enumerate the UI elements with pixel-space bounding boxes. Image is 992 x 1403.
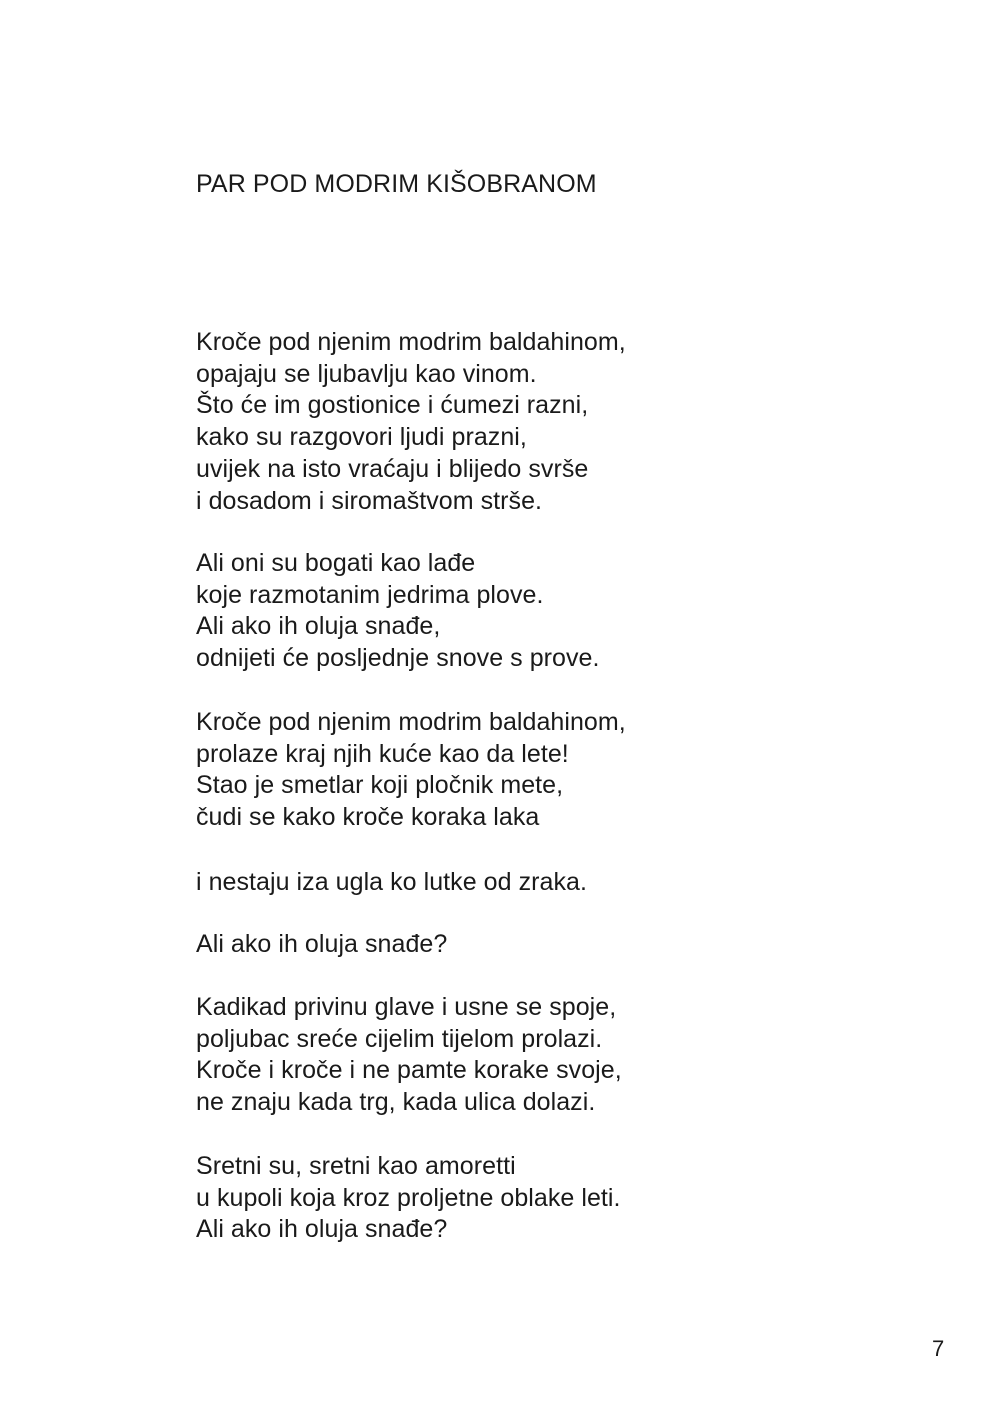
poem-line: opajaju se ljubavlju kao vinom.	[196, 359, 537, 388]
poem-line: poljubac sreće cijelim tijelom prolazi.	[196, 1024, 603, 1053]
poem-line: Ali ako ih oluja snađe?	[196, 930, 448, 958]
poem-line: Ali oni su bogati kao lađe	[196, 549, 476, 577]
stanza-1	[196, 327, 626, 517]
poem-line: Stao je smetlar koji pločnik mete,	[196, 771, 564, 800]
stanza-6	[196, 992, 622, 1119]
poem-line: Što će im gostionice i ćumezi razni,	[196, 391, 589, 420]
poem-line: ne znaju kada trg, kada ulica dolazi.	[196, 1088, 596, 1117]
poem-line: Kroče pod njenim modrim baldahinom,	[196, 328, 626, 356]
poem-title: PAR POD MODRIM KIŠOBRANOM	[196, 170, 597, 198]
poem-line: Kroče pod njenim modrim baldahinom,	[196, 708, 626, 736]
stanza-4	[196, 867, 587, 899]
poem-line: koje razmotanim jedrima plove.	[196, 580, 544, 609]
poem-line: uvijek na isto vraćaju i blijedo svrše	[196, 454, 589, 483]
page-number: 7	[932, 1336, 945, 1361]
stanza-7	[196, 1151, 621, 1246]
poem-line: Ali ako ih oluja snađe?	[196, 1215, 448, 1244]
poem-line: odnijeti će posljednje snove s prove.	[196, 644, 600, 673]
poem-line: Sretni su, sretni kao amoretti	[196, 1152, 516, 1180]
stanza-5	[196, 929, 447, 961]
poem-line: i dosadom i siromaštvom strše.	[196, 486, 543, 515]
stanza-3	[196, 707, 626, 834]
stanza-2	[196, 548, 600, 675]
poem-line: čudi se kako kroče koraka laka	[196, 803, 540, 832]
poem-line: Ali ako ih oluja snađe,	[196, 612, 441, 641]
poem-line: Kadikad privinu glave i usne se spoje,	[196, 993, 617, 1021]
poem-line: kako su razgovori ljudi prazni,	[196, 423, 527, 452]
poem-line: Kroče i kroče i ne pamte korake svoje,	[196, 1056, 622, 1085]
poem-line: i nestaju iza ugla ko lutke od zraka.	[196, 868, 587, 896]
poem-line: u kupoli koja kroz proljetne oblake leti.	[196, 1183, 621, 1212]
poem-line: prolaze kraj njih kuće kao da lete!	[196, 739, 569, 768]
